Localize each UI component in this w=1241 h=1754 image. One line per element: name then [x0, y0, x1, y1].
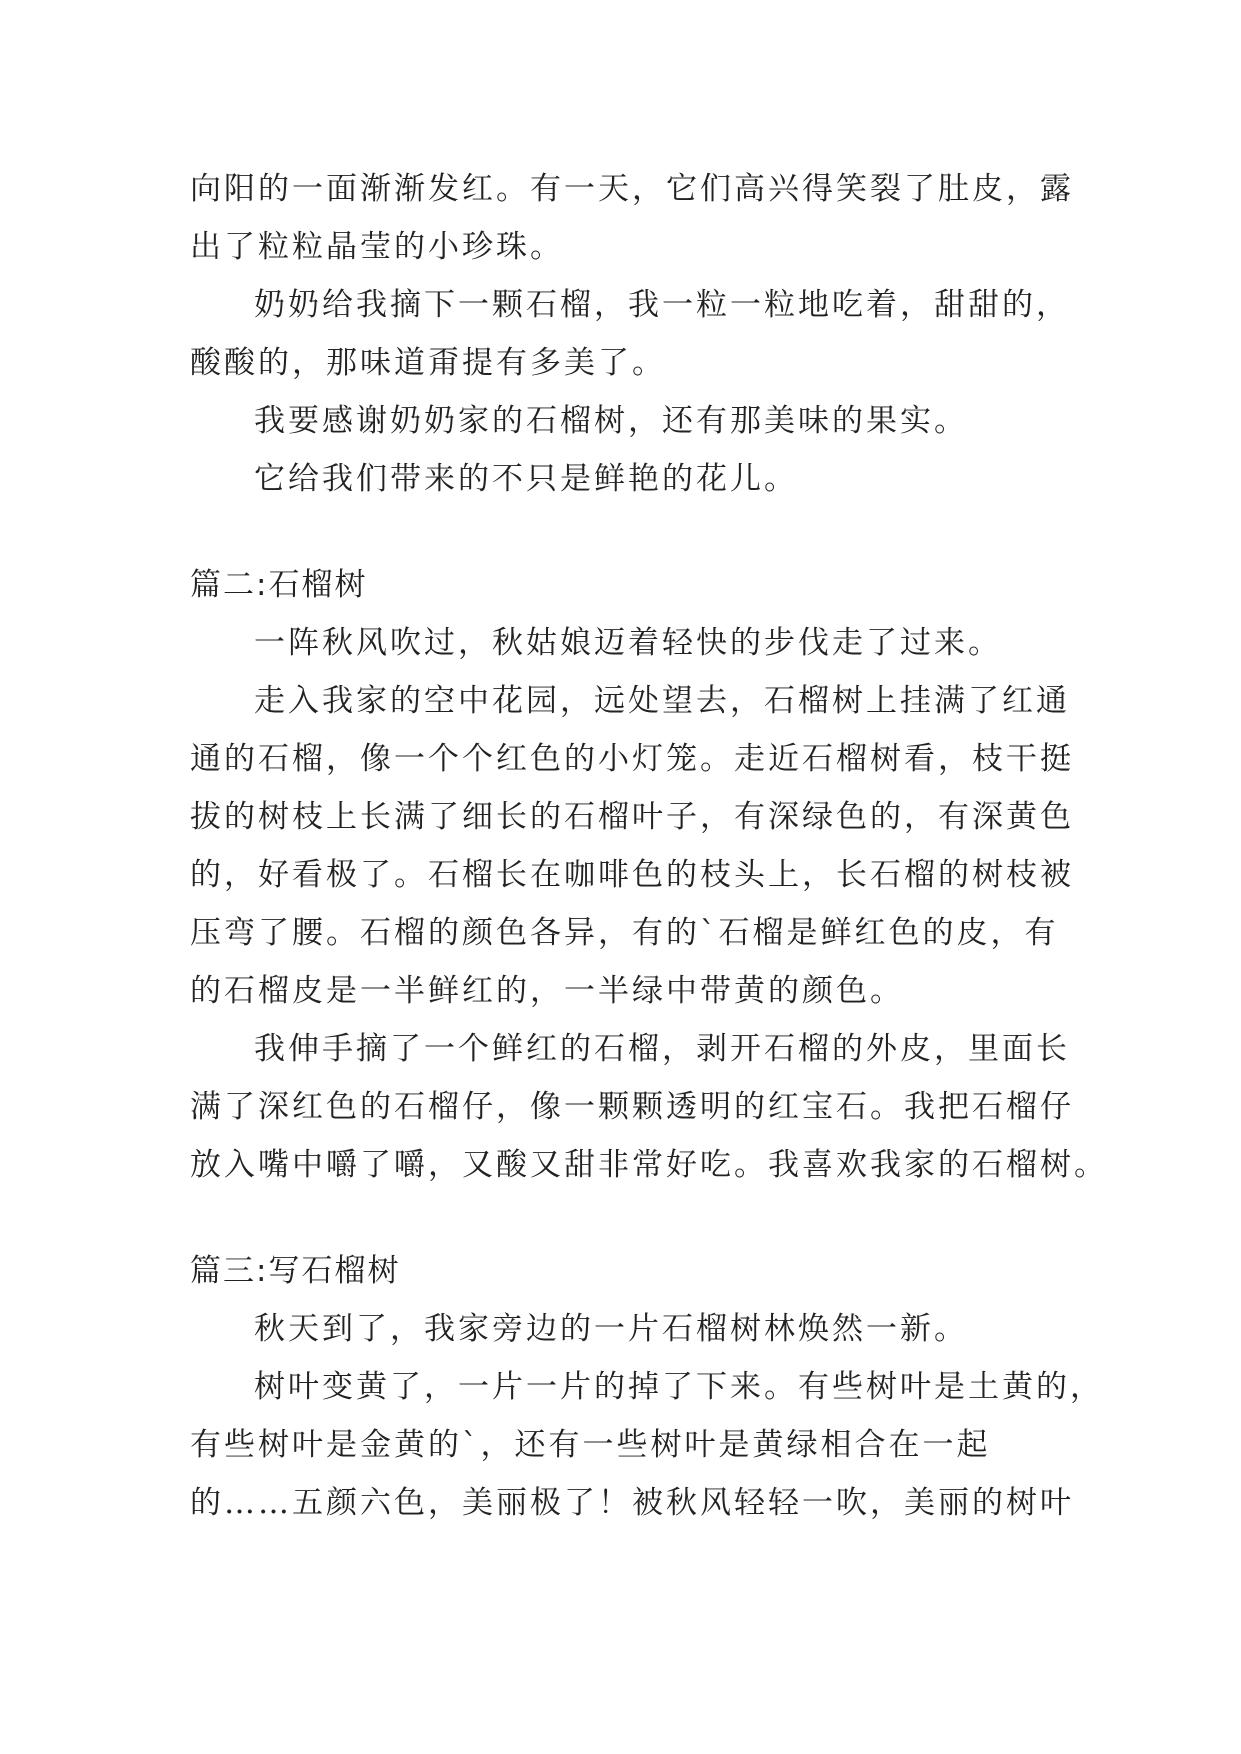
paragraph-line: 压弯了腰。石榴的颜色各异，有的`石榴是鲜红色的皮，有	[190, 915, 1059, 951]
intro-section	[190, 160, 1074, 508]
paragraph-line: 酸酸的，那味道甭提有多美了。	[190, 345, 666, 381]
section-spacer	[190, 508, 1070, 556]
paragraph-line: 走入我家的空中花园，远处望去，石榴树上挂满了红通	[254, 683, 1070, 719]
paragraph-line: 通的石榴，像一个个红色的小灯笼。走近石榴树看，枝干挺	[190, 741, 1074, 777]
paragraph-line: 一阵秋风吹过，秋姑娘迈着轻快的步伐走了过来。	[254, 625, 1002, 661]
section-three	[190, 1242, 1104, 1532]
paragraph-line: 的……五颜六色，美丽极了！被秋风轻轻一吹，美丽的树叶	[190, 1485, 1074, 1521]
paragraph-line: 拔的树枝上长满了细长的石榴叶子，有深绿色的，有深黄色	[190, 799, 1074, 835]
section-heading: 篇三:写石榴树	[190, 1253, 401, 1289]
section-spacer	[190, 1194, 1070, 1242]
section-two	[190, 556, 1108, 1194]
paragraph-line: 向阳的一面渐渐发红。有一天，它们高兴得笑裂了肚皮，露	[190, 171, 1074, 207]
paragraph-line: 的石榴皮是一半鲜红的，一半绿中带黄的颜色。	[190, 973, 904, 1009]
paragraph-line: 秋天到了，我家旁边的一片石榴树林焕然一新。	[254, 1311, 968, 1347]
document-body	[190, 160, 1108, 1532]
paragraph-line: 有些树叶是金黄的`，还有一些树叶是黄绿相合在一起	[190, 1427, 991, 1463]
paragraph-line: 奶奶给我摘下一颗石榴，我一粒一粒地吃着，甜甜的，	[254, 287, 1070, 323]
paragraph-line: 放入嘴中嚼了嚼，又酸又甜非常好吃。我喜欢我家的石榴树。	[190, 1147, 1108, 1183]
paragraph-line: 我伸手摘了一个鲜红的石榴，剥开石榴的外皮，里面长	[254, 1031, 1070, 1067]
paragraph-line: 树叶变黄了，一片一片的掉了下来。有些树叶是土黄的，	[254, 1369, 1104, 1405]
paragraph-line: 我要感谢奶奶家的石榴树，还有那美味的果实。	[254, 403, 968, 439]
paragraph-line: 它给我们带来的不只是鲜艳的花儿。	[254, 461, 798, 497]
section-heading: 篇二:石榴树	[190, 567, 368, 603]
paragraph-line: 出了粒粒晶莹的小珍珠。	[190, 229, 564, 265]
paragraph-line: 满了深红色的石榴仔，像一颗颗透明的红宝石。我把石榴仔	[190, 1089, 1074, 1125]
paragraph-line: 的，好看极了。石榴长在咖啡色的枝头上，长石榴的树枝被	[190, 857, 1074, 893]
